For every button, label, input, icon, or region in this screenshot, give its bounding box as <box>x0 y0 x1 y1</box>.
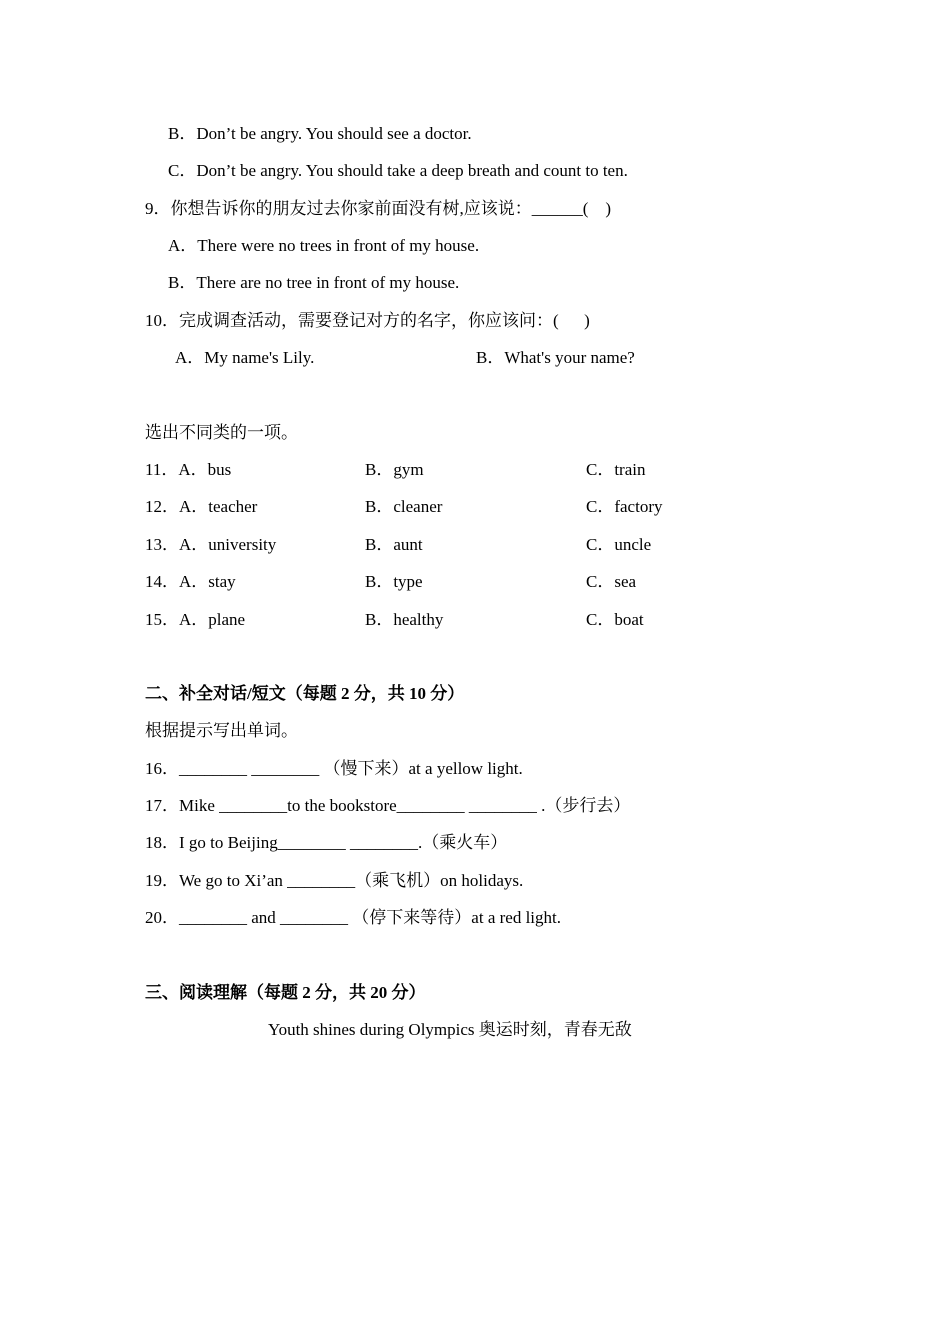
q11-option-b: B．gym <box>365 460 424 479</box>
q14-option-b: B．type <box>365 572 423 591</box>
q11-option-c: C．train <box>586 460 646 479</box>
q12-option-b: B．cleaner <box>365 497 443 516</box>
q13-option-a: 13．A．university <box>145 535 277 554</box>
q20-item: 20．________ and ________ （停下来等待）at a red light. <box>145 908 561 927</box>
section3-title: 三、阅读理解（每题 2 分，共 20 分） <box>145 983 426 1002</box>
q10-option-a: A．My name's Lily. <box>175 348 315 367</box>
q18-item: 18．I go to Beijing________ ________.（乘火车） <box>145 833 508 852</box>
odd-one-out-instruction: 选出不同类的一项。 <box>145 423 298 442</box>
q13-option-c: C．uncle <box>586 535 652 554</box>
q15-option-c: C．boat <box>586 610 644 629</box>
q12-option-c: C．factory <box>586 497 663 516</box>
q10-stem: 10．完成调查活动，需要登记对方的名字，你应该问：( ) <box>145 311 590 330</box>
reading-passage-title: Youth shines during Olympics 奥运时刻，青春无敌 <box>268 1020 632 1039</box>
q15-option-b: B．healthy <box>365 610 444 629</box>
q16-item: 16．________ ________ （慢下来）at a yellow light. <box>145 759 523 778</box>
q19-item: 19．We go to Xi’an ________（乘飞机）on holidays. <box>145 871 524 890</box>
section2-instruction: 根据提示写出单词。 <box>145 721 298 740</box>
q14-option-a: 14．A．stay <box>145 572 236 591</box>
q17-item: 17．Mike ________to the bookstore________ ________ .（步行去） <box>145 796 631 815</box>
q15-option-a: 15．A．plane <box>145 610 246 629</box>
q8-option-c: C．Don’t be angry. You should take a deep breath and count to ten. <box>168 161 628 180</box>
q8-option-b: B．Don’t be angry. You should see a doctor. <box>168 124 472 143</box>
q10-option-b: B．What's your name? <box>476 348 635 367</box>
q14-option-c: C．sea <box>586 572 637 591</box>
q12-option-a: 12．A．teacher <box>145 497 258 516</box>
q9-option-a: A．There were no trees in front of my house. <box>168 236 480 255</box>
section2-title: 二、补全对话/短文（每题 2 分，共 10 分） <box>145 684 465 703</box>
q11-option-a: 11．A．bus <box>145 460 232 479</box>
q9-stem: 9．你想告诉你的朋友过去你家前面没有树,应该说：______( ) <box>145 199 612 218</box>
q13-option-b: B．aunt <box>365 535 423 554</box>
q9-option-b: B．There are no tree in front of my house. <box>168 273 460 292</box>
